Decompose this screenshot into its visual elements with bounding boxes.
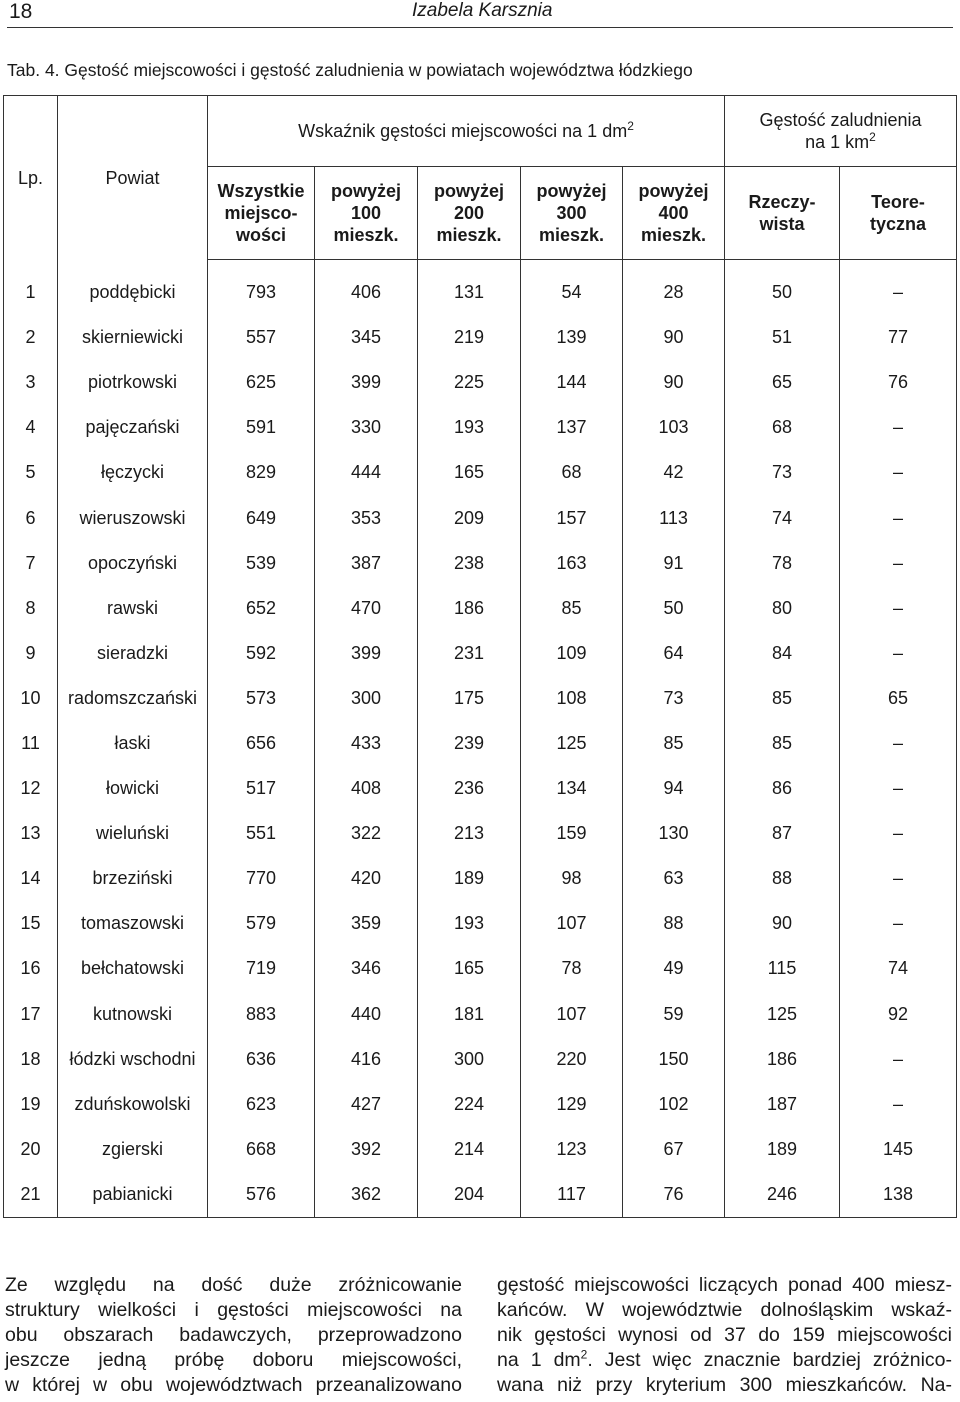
cell-real: 186 (725, 1037, 840, 1082)
cell-p300: 107 (521, 901, 623, 946)
cell-theo: – (840, 541, 957, 586)
cell-p100: 399 (315, 631, 418, 676)
group-header-index: Wskaźnik gęstości miejscowości na 1 $dm^2$ (208, 96, 725, 167)
cell-p300: 157 (521, 495, 623, 540)
cell-p200: 213 (418, 811, 521, 856)
cell-all: 883 (208, 992, 315, 1037)
cell-real: 73 (725, 450, 840, 495)
cell-p100: 433 (315, 721, 418, 766)
cell-lp: 10 (4, 676, 58, 721)
cell-p200: 189 (418, 856, 521, 901)
cell-p300: 163 (521, 541, 623, 586)
cell-p100: 420 (315, 856, 418, 901)
cell-real: 68 (725, 405, 840, 450)
table-row (4, 1037, 957, 1082)
table-row (4, 450, 957, 495)
cell-real: 115 (725, 946, 840, 991)
cell-p400: 28 (623, 260, 725, 316)
page-header (7, 0, 953, 28)
cell-all: 517 (208, 766, 315, 811)
table-row (4, 315, 957, 360)
cell-p400: 150 (623, 1037, 725, 1082)
cell-p400: 76 (623, 1172, 725, 1218)
cell-p200: 193 (418, 405, 521, 450)
cell-p100: 427 (315, 1082, 418, 1127)
cell-p200: 209 (418, 495, 521, 540)
cell-real: 246 (725, 1172, 840, 1218)
cell-p300: 220 (521, 1037, 623, 1082)
cell-p200: 175 (418, 676, 521, 721)
cell-p100: 387 (315, 541, 418, 586)
cell-p100: 330 (315, 405, 418, 450)
cell-p200: 238 (418, 541, 521, 586)
cell-p400: 42 (623, 450, 725, 495)
cell-p400: 85 (623, 721, 725, 766)
cell-p100: 346 (315, 946, 418, 991)
cell-all: 579 (208, 901, 315, 946)
cell-lp: 4 (4, 405, 58, 450)
cell-lp: 8 (4, 586, 58, 631)
cell-theo: 77 (840, 315, 957, 360)
cell-p300: 139 (521, 315, 623, 360)
table-row (4, 495, 957, 540)
cell-all: 793 (208, 260, 315, 316)
body-line: jeszcze jedną próbę doboru miejscowości, (5, 1349, 462, 1371)
cell-theo: – (840, 721, 957, 766)
cell-real: 84 (725, 631, 840, 676)
cell-real: 78 (725, 541, 840, 586)
cell-real: 189 (725, 1127, 840, 1172)
cell-p100: 359 (315, 901, 418, 946)
body-line: gęstość miejscowości liczących ponad 400 miesz- (497, 1274, 952, 1296)
cell-all: 592 (208, 631, 315, 676)
cell-real: 65 (725, 360, 840, 405)
cell-real: 125 (725, 992, 840, 1037)
cell-p400: 88 (623, 901, 725, 946)
density-table (3, 95, 957, 1218)
cell-p100: 353 (315, 495, 418, 540)
cell-p300: 54 (521, 260, 623, 316)
table-caption: Tab. 4. Gęstość miejscowości i gęstość zaludnienia w powiatach województwa łódzkiego (7, 60, 693, 80)
cell-p200: 181 (418, 992, 521, 1037)
cell-powiat: pabianicki (58, 1172, 208, 1218)
cell-p300: 134 (521, 766, 623, 811)
cell-theo: 74 (840, 946, 957, 991)
cell-all: 591 (208, 405, 315, 450)
cell-p300: 117 (521, 1172, 623, 1218)
cell-all: 551 (208, 811, 315, 856)
body-text-right-column (497, 1273, 952, 1398)
cell-lp: 3 (4, 360, 58, 405)
cell-theo: – (840, 586, 957, 631)
body-line: nik gęstości wynosi od 37 do 159 miejscowości (497, 1324, 952, 1346)
cell-theo: 65 (840, 676, 957, 721)
cell-lp: 16 (4, 946, 58, 991)
cell-lp: 9 (4, 631, 58, 676)
cell-p400: 63 (623, 856, 725, 901)
cell-p200: 214 (418, 1127, 521, 1172)
cell-real: 50 (725, 260, 840, 316)
body-text-left-column (5, 1273, 462, 1398)
cell-all: 719 (208, 946, 315, 991)
cell-p300: 107 (521, 992, 623, 1037)
table-row (4, 405, 957, 450)
cell-p200: 193 (418, 901, 521, 946)
cell-powiat: opoczyński (58, 541, 208, 586)
cell-lp: 18 (4, 1037, 58, 1082)
cell-all: 623 (208, 1082, 315, 1127)
col-header-p300: powyżej 300 mieszk. (521, 167, 623, 260)
cell-p200: 236 (418, 766, 521, 811)
table-body (4, 260, 957, 1218)
cell-real: 74 (725, 495, 840, 540)
cell-lp: 11 (4, 721, 58, 766)
body-line: obu obszarach badawczych, przeprowadzono (5, 1324, 462, 1346)
col-header-powiat: Powiat (58, 96, 208, 260)
cell-theo: – (840, 766, 957, 811)
cell-powiat: wieruszowski (58, 495, 208, 540)
cell-all: 649 (208, 495, 315, 540)
cell-p300: 159 (521, 811, 623, 856)
cell-powiat: łódzki wschodni (58, 1037, 208, 1082)
table-row (4, 1172, 957, 1218)
cell-all: 576 (208, 1172, 315, 1218)
table-row (4, 946, 957, 991)
col-header-theo: Teore- tyczna (840, 167, 957, 260)
cell-p100: 408 (315, 766, 418, 811)
cell-theo: 76 (840, 360, 957, 405)
cell-theo: – (840, 901, 957, 946)
cell-powiat: pajęczański (58, 405, 208, 450)
cell-p200: 219 (418, 315, 521, 360)
table-row (4, 541, 957, 586)
cell-p100: 406 (315, 260, 418, 316)
cell-real: 88 (725, 856, 840, 901)
cell-all: 770 (208, 856, 315, 901)
body-line: kańców. W województwie dolnośląskim wskaź- (497, 1299, 952, 1321)
cell-powiat: radomszczański (58, 676, 208, 721)
table-row (4, 901, 957, 946)
cell-theo: – (840, 1037, 957, 1082)
cell-real: 187 (725, 1082, 840, 1127)
cell-powiat: poddębicki (58, 260, 208, 316)
cell-all: 829 (208, 450, 315, 495)
cell-lp: 17 (4, 992, 58, 1037)
cell-p100: 444 (315, 450, 418, 495)
cell-p400: 102 (623, 1082, 725, 1127)
cell-lp: 12 (4, 766, 58, 811)
cell-p400: 130 (623, 811, 725, 856)
cell-p100: 399 (315, 360, 418, 405)
body-line: wana niż przy kryterium 300 mieszkańców. Na- (497, 1374, 952, 1396)
cell-p300: 125 (521, 721, 623, 766)
cell-theo: – (840, 405, 957, 450)
cell-lp: 13 (4, 811, 58, 856)
cell-all: 656 (208, 721, 315, 766)
cell-p100: 392 (315, 1127, 418, 1172)
cell-lp: 20 (4, 1127, 58, 1172)
body-line: struktury wielkości i gęstości miejscowości na (5, 1299, 462, 1321)
page-number: 18 (9, 0, 33, 23)
table-row (4, 360, 957, 405)
cell-p300: 108 (521, 676, 623, 721)
col-header-real: Rzeczy- wista (725, 167, 840, 260)
cell-p300: 98 (521, 856, 623, 901)
table-row (4, 1127, 957, 1172)
table-row (4, 992, 957, 1037)
cell-p400: 91 (623, 541, 725, 586)
cell-powiat: wieluński (58, 811, 208, 856)
cell-all: 539 (208, 541, 315, 586)
cell-real: 51 (725, 315, 840, 360)
cell-theo: 138 (840, 1172, 957, 1218)
col-header-all: Wszystkie miejsco- wości (208, 167, 315, 260)
cell-p300: 109 (521, 631, 623, 676)
table-row (4, 766, 957, 811)
col-header-p100: powyżej 100 mieszk. (315, 167, 418, 260)
cell-powiat: bełchatowski (58, 946, 208, 991)
col-header-p400: powyżej 400 mieszk. (623, 167, 725, 260)
cell-p400: 64 (623, 631, 725, 676)
cell-p200: 225 (418, 360, 521, 405)
cell-p400: 90 (623, 360, 725, 405)
table-row (4, 811, 957, 856)
cell-p400: 73 (623, 676, 725, 721)
cell-powiat: brzeziński (58, 856, 208, 901)
cell-theo: – (840, 260, 957, 316)
cell-p400: 49 (623, 946, 725, 991)
cell-p400: 50 (623, 586, 725, 631)
cell-p100: 322 (315, 811, 418, 856)
cell-p400: 94 (623, 766, 725, 811)
cell-p200: 165 (418, 450, 521, 495)
table-row (4, 856, 957, 901)
cell-p200: 204 (418, 1172, 521, 1218)
cell-p100: 362 (315, 1172, 418, 1218)
cell-powiat: zgierski (58, 1127, 208, 1172)
cell-p200: 165 (418, 946, 521, 991)
cell-lp: 21 (4, 1172, 58, 1218)
cell-p100: 470 (315, 586, 418, 631)
cell-p400: 103 (623, 405, 725, 450)
cell-real: 90 (725, 901, 840, 946)
cell-p200: 224 (418, 1082, 521, 1127)
running-head: Izabela Karsznia (412, 0, 553, 21)
cell-powiat: kutnowski (58, 992, 208, 1037)
cell-powiat: skierniewicki (58, 315, 208, 360)
cell-p400: 59 (623, 992, 725, 1037)
table-row (4, 260, 957, 316)
cell-p300: 78 (521, 946, 623, 991)
table-row (4, 631, 957, 676)
cell-p300: 85 (521, 586, 623, 631)
cell-p200: 300 (418, 1037, 521, 1082)
cell-powiat: łowicki (58, 766, 208, 811)
cell-theo: – (840, 631, 957, 676)
cell-p200: 131 (418, 260, 521, 316)
cell-lp: 14 (4, 856, 58, 901)
cell-theo: – (840, 450, 957, 495)
cell-powiat: zduńskowolski (58, 1082, 208, 1127)
cell-p300: 144 (521, 360, 623, 405)
cell-lp: 15 (4, 901, 58, 946)
cell-lp: 5 (4, 450, 58, 495)
cell-lp: 19 (4, 1082, 58, 1127)
cell-all: 557 (208, 315, 315, 360)
cell-lp: 1 (4, 260, 58, 316)
cell-p100: 300 (315, 676, 418, 721)
cell-powiat: rawski (58, 586, 208, 631)
cell-p100: 416 (315, 1037, 418, 1082)
cell-theo: – (840, 856, 957, 901)
cell-real: 80 (725, 586, 840, 631)
cell-p100: 440 (315, 992, 418, 1037)
table-row (4, 721, 957, 766)
cell-all: 668 (208, 1127, 315, 1172)
cell-powiat: piotrkowski (58, 360, 208, 405)
col-header-lp: Lp. (4, 96, 58, 260)
cell-theo: – (840, 495, 957, 540)
cell-all: 573 (208, 676, 315, 721)
cell-lp: 6 (4, 495, 58, 540)
group-header-density: Gęstość zaludnienia na 1 $km^2$ (725, 96, 957, 167)
cell-all: 652 (208, 586, 315, 631)
body-line: w której w obu województwach przeanalizowano (5, 1374, 462, 1396)
cell-powiat: sieradzki (58, 631, 208, 676)
table-row (4, 676, 957, 721)
cell-all: 625 (208, 360, 315, 405)
cell-lp: 7 (4, 541, 58, 586)
cell-all: 636 (208, 1037, 315, 1082)
cell-theo: – (840, 811, 957, 856)
cell-powiat: łęczycki (58, 450, 208, 495)
body-line: na 1 $dm^2$. Jest więc znacznie bardziej zróżnico- (497, 1347, 952, 1371)
table-row (4, 586, 957, 631)
cell-p200: 231 (418, 631, 521, 676)
cell-p300: 123 (521, 1127, 623, 1172)
cell-powiat: tomaszowski (58, 901, 208, 946)
cell-theo: – (840, 1082, 957, 1127)
cell-p400: 67 (623, 1127, 725, 1172)
cell-theo: 145 (840, 1127, 957, 1172)
cell-p300: 68 (521, 450, 623, 495)
body-line: Ze względu na dość duże zróżnicowanie (5, 1274, 462, 1296)
cell-p200: 239 (418, 721, 521, 766)
cell-p100: 345 (315, 315, 418, 360)
cell-theo: 92 (840, 992, 957, 1037)
cell-p200: 186 (418, 586, 521, 631)
cell-real: 86 (725, 766, 840, 811)
cell-real: 87 (725, 811, 840, 856)
col-header-p200: powyżej 200 mieszk. (418, 167, 521, 260)
cell-lp: 2 (4, 315, 58, 360)
cell-p400: 113 (623, 495, 725, 540)
cell-real: 85 (725, 676, 840, 721)
cell-powiat: łaski (58, 721, 208, 766)
cell-real: 85 (725, 721, 840, 766)
cell-p400: 90 (623, 315, 725, 360)
cell-p300: 137 (521, 405, 623, 450)
table-row (4, 1082, 957, 1127)
cell-p300: 129 (521, 1082, 623, 1127)
